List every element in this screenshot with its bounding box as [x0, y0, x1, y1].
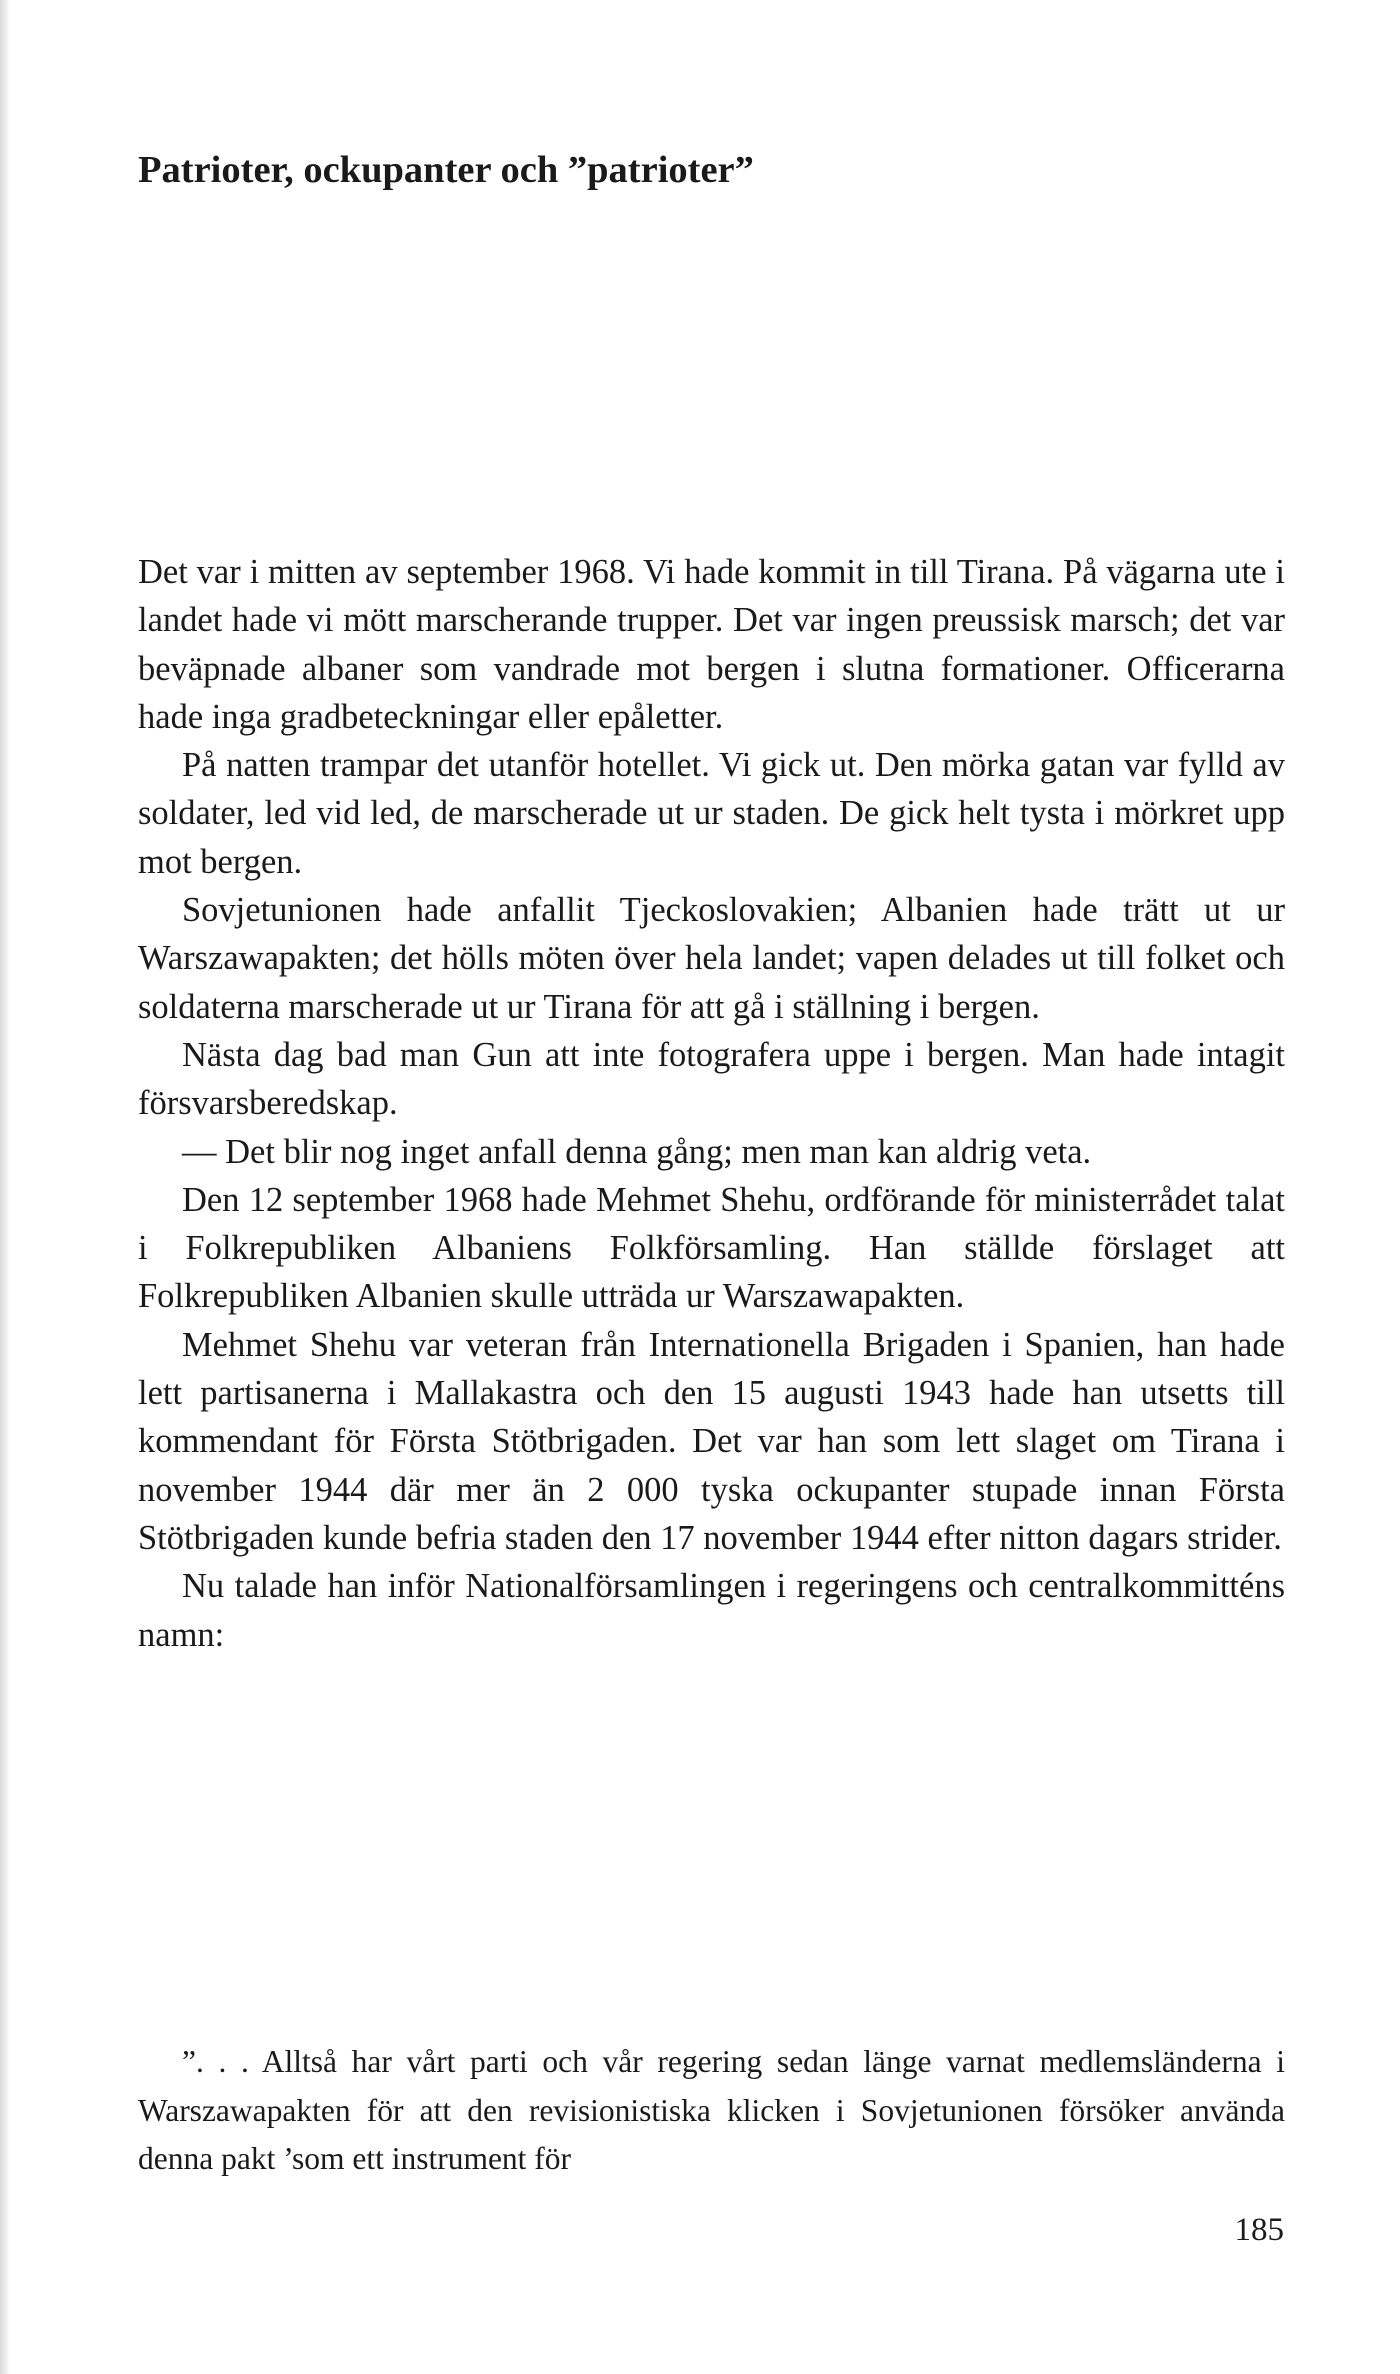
paragraph: På natten trampar det utanför hotellet. Vi gick ut. Den mörka gatan var fylld av soldater, led vid led, de marscherade ut ur staden. De gick helt tysta i mörkret upp mot bergen. — [138, 746, 1285, 881]
paragraph: Sovjetunionen hade anfallit Tjeckoslovakien; Albanien hade trätt ut ur Warszawapakten; det hölls möten över hela landet; vapen delades ut till folket och soldaterna marscherade ut ur Tirana för att gå i ställning i bergen. — [138, 891, 1285, 1026]
quote-paragraph: ”. . . Alltså har vårt parti och vår regering sedan länge varnat medlemsländerna i Warszawapakten för att den revisionistiska klicken i Sovjetunionen försöker använda denna pakt ’som ett instrument för — [138, 2044, 1285, 2176]
page-edge-shadow — [0, 0, 10, 2374]
paragraph: Mehmet Shehu var veteran från Internationella Brigaden i Spanien, han hade lett partisanerna i Mallakastra och den 15 augusti 1943 hade han utsetts till kommendant för Första Stötbrigaden. Det var han som lett slaget om Tirana i november 1944 där mer än 2 000 tyska ockupanter stupade innan Första Stötbrigaden kunde befria staden den 17 november 1944 efter nitton dagars strider. — [138, 1325, 1285, 1557]
paragraph: Nu talade han inför Nationalförsamlingen i regeringens och centralkommitténs namn: — [138, 1567, 1285, 1654]
chapter-title: Patrioter, ockupanter och ”patrioter” — [138, 149, 754, 191]
dialogue-line: — Det blir nog inget anfall denna gång; men man kan aldrig veta. — [182, 1132, 1092, 1171]
paragraph: Det var i mitten av september 1968. Vi hade kommit in till Tirana. På vägarna ute i landet hade vi mött marscherande trupper. Det var ingen preussisk marsch; det var beväpnade albaner som vandrade mot bergen i slutna formationer. Officerarna hade inga gradbeteckningar eller epåletter. — [138, 553, 1285, 736]
paragraph: Den 12 september 1968 hade Mehmet Shehu, ordförande för ministerrådet talat i Folkrepubliken Albaniens Folkförsamling. Han ställde förslaget att Folkrepubliken Albanien skulle utträda ur Warszawapakten. — [138, 1180, 1285, 1316]
page-number: 185 — [1234, 2212, 1284, 2248]
block-quote — [138, 2038, 1285, 2184]
body-text — [138, 548, 1285, 1659]
paragraph: Nästa dag bad man Gun att inte fotografera uppe i bergen. Man hade intagit försvarsberedskap. — [138, 1035, 1285, 1123]
